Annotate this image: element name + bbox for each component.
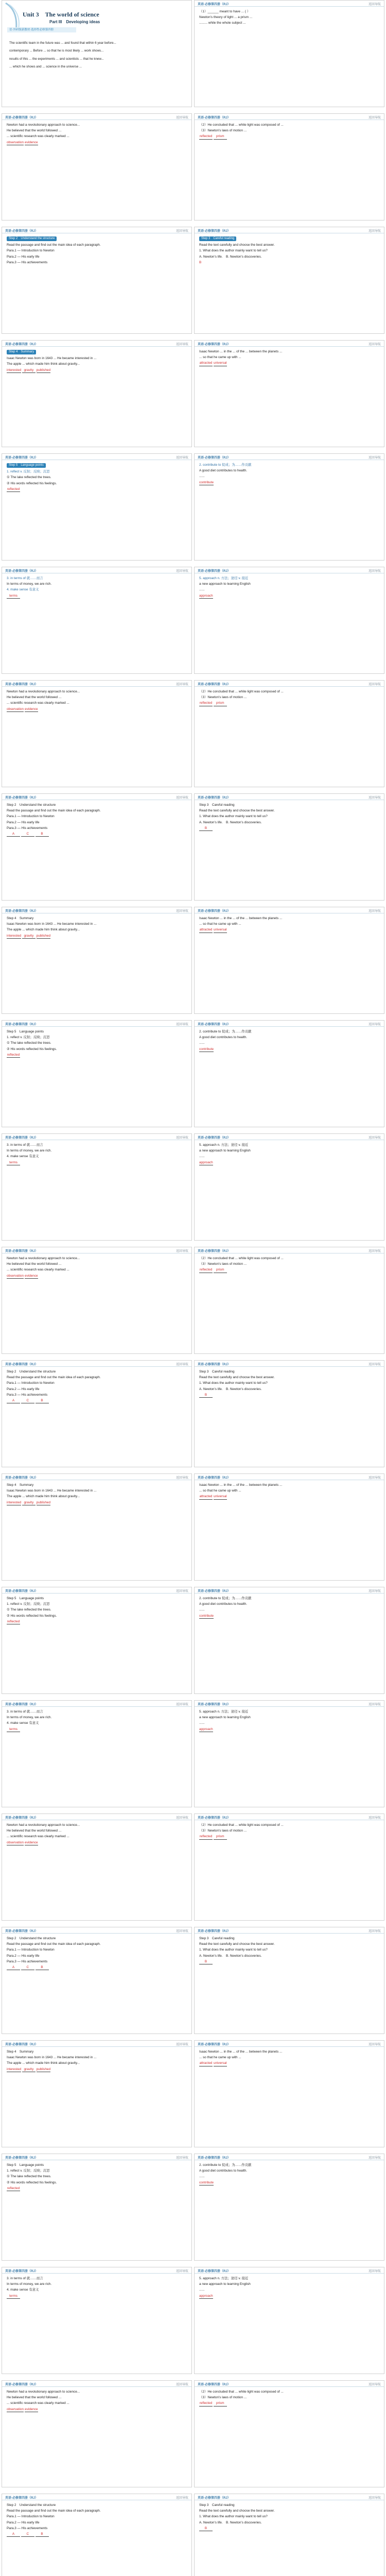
back-nav-link[interactable]: 返回导航: [368, 1930, 381, 1933]
slide: 英语·必修第四册（RJ） 返回导航 （2）He concluded that ... white light was composed of ... （3）Newton's laws of motion ... reflected prism: [194, 1814, 384, 1921]
slide-header: 英语·必修第四册（RJ） 返回导航: [2, 227, 191, 233]
back-nav-link[interactable]: 返回导航: [368, 2497, 381, 2500]
slide-header: 英语·必修第四册（RJ） 返回导航: [195, 907, 384, 913]
back-nav-link[interactable]: 返回导航: [368, 910, 381, 913]
slide: 英语·必修第四册（RJ） 返回导航 Isaac Newton ... in the ... of the ... between the planets ... ... so that he came up with ... attracted universal: [194, 907, 384, 1014]
slide: 英语·必修第四册（RJ） 返回导航 5. approach n. 方法；途径 v. 接近 a new approach to learning English ...... approach: [194, 567, 384, 674]
back-nav-link[interactable]: 返回导航: [368, 230, 381, 233]
slide-header: 英语·必修第四册（RJ） 返回导航: [2, 114, 191, 120]
slide-header: 英语·必修第四册（RJ） 返回导航: [2, 1701, 191, 1707]
slide-header: 英语·必修第四册（RJ） 返回导航: [195, 114, 384, 120]
slide-header: 英语·必修第四册（RJ） 返回导航: [2, 1247, 191, 1253]
slide: 英语·必修第四册（RJ） 返回导航 Step 5 Language points 1. reflect v. 反射；反映；沉思 ① The lake reflected the trees. ② His words reflected his feelings. reflected: [2, 1587, 192, 1694]
slide: 英语·必修第四册（RJ） 返回导航 Newton had a revolutionary approach to science... He believed that the world followed ... ... scientific research was clearly marked ... observation evidence: [2, 113, 192, 221]
slide-header: 英语·必修第四册（RJ） 返回导航: [195, 454, 384, 460]
back-nav-link[interactable]: 返回导航: [176, 1817, 188, 1820]
back-nav-link[interactable]: 返回导航: [368, 1137, 381, 1140]
slide: 英语·必修第四册（RJ） 返回导航 Isaac Newton ... in the ... of the ... between the planets ... ... so that he came up with ... attracted universal: [194, 340, 384, 447]
back-nav-link[interactable]: 返回导航: [368, 570, 381, 573]
slide-header: 英语·必修第四册（RJ） 返回导航: [2, 1814, 191, 1820]
slide-header: 英语·必修第四册（RJ） 返回导航: [2, 1587, 191, 1594]
slide: 英语·必修第四册（RJ） 返回导航 Step 3 Careful reading Read the text carefully and choose the best answer. 1. What does the author mainly want to tell us? A. Newton's life. B. Newton's discoveries. B: [194, 1927, 384, 2034]
slide-header: 英语·必修第四册（RJ） 返回导航: [2, 454, 191, 460]
back-nav-link[interactable]: 返回导航: [368, 2383, 381, 2386]
back-nav-link[interactable]: 返回导航: [176, 456, 188, 460]
slide-header: 英语·必修第四册（RJ） 返回导航: [195, 1021, 384, 1027]
slide-header: 英语·必修第四册（RJ） 返回导航: [195, 2041, 384, 2047]
back-nav-link[interactable]: 返回导航: [368, 1590, 381, 1593]
back-nav-link[interactable]: 返回导航: [176, 1250, 188, 1253]
back-nav-link[interactable]: 返回导航: [176, 116, 188, 120]
back-nav-link[interactable]: 返回导航: [368, 1363, 381, 1366]
slide-header: 英语·必修第四册（RJ） 返回导航: [2, 2494, 191, 2500]
slide-header: 英语·必修第四册（RJ） 返回导航: [195, 1701, 384, 1707]
slide: 英语·必修第四册（RJ） 返回导航 （2）He concluded that ... white light was composed of ... （3）Newton's laws of motion ... reflected prism: [194, 1247, 384, 1354]
slide-header: 英语·必修第四册（RJ） 返回导航: [195, 1474, 384, 1480]
slide: 英语·必修第四册（RJ） 返回导航 2. contribute to 促成；为……作贡献 A good diet contributes to health. ...... contribute: [194, 453, 384, 561]
back-nav-link[interactable]: 返回导航: [176, 343, 188, 346]
slide: 英语·必修第四册（RJ） 返回导航 Step 3 Careful reading Read the text carefully and choose the best answer. 1. What does the author mainly want to tell us? A. Newton's life. B. Newton's discoveries. B: [194, 1360, 384, 1467]
slide: 英语·必修第四册（RJ） 返回导航 Isaac Newton ... in the ... of the ... between the planets ... ... so that he came up with ... attracted universal: [194, 2040, 384, 2147]
back-nav-link[interactable]: 返回导航: [176, 570, 188, 573]
intro-text: The scientific team in the future was ... and found that within 6 year before... contemporary ... Before ... so that he is most likely ... work shows... results of this ... the experiments ... and scientists ... that he knew... ... which he shows and ... science in the universe ...: [9, 41, 116, 69]
back-nav-link[interactable]: 返回导航: [368, 796, 381, 800]
slide-header: 英语·必修第四册（RJ） 返回导航: [195, 567, 384, 573]
back-nav-link[interactable]: 返回导航: [368, 2157, 381, 2160]
slide-header: 英语·必修第四册（RJ） 返回导航: [195, 681, 384, 687]
slide-header: 英语·必修第四册（RJ） 返回导航: [195, 1247, 384, 1253]
slide: 英语·必修第四册（RJ） 返回导航 Step 3 Careful reading Read the text carefully and choose the best answer. 1. What does the author mainly want to tell us? A. Newton's life. B. Newton's discoveries. B: [194, 793, 384, 901]
slide: 英语·必修第四册（RJ） 返回导航 Step 2 Understand the structure Read the passage and find out the main idea of each paragraph. Para.1 — Introduction to Newton Para.2 — His early life Para.3 — His achievements A C B: [2, 2494, 192, 2576]
back-nav-link[interactable]: 返回导航: [368, 2270, 381, 2273]
slide-header: 英语·必修第四册（RJ） 返回导航: [2, 2381, 191, 2387]
back-nav-link[interactable]: 返回导航: [176, 683, 188, 686]
back-nav-link[interactable]: 返回导航: [176, 1590, 188, 1593]
slide: 英语·必修第四册（RJ） 返回导航 Isaac Newton ... in the ... of the ... between the planets ... ... so that he came up with ... attracted universal: [194, 1473, 384, 1581]
unit-title: Unit 3 The world of science: [23, 11, 99, 18]
back-nav-link[interactable]: 返回导航: [176, 2383, 188, 2386]
slide-header: 英语·必修第四册（RJ） 返回导航: [2, 1474, 191, 1480]
slide-header: 英语·必修第四册（RJ） 返回导航: [2, 907, 191, 913]
back-nav-link[interactable]: 返回导航: [176, 2043, 188, 2046]
slide: 英语·必修第四册（RJ） 返回导航 Step 3 Careful reading Read the text carefully and choose the best answer. 1. What does the author mainly want to tell us? A. Newton's life. B. Newton's discoveries. B: [194, 2494, 384, 2576]
slide: 英语·必修第四册（RJ） 返回导航 Step 5 Language points 1. reflect v. 反射；反映；沉思 ① The lake reflected the trees. ② His words reflected his feelings. reflected: [2, 453, 192, 561]
slide: 英语·必修第四册（RJ） 返回导航 Step 4 Summary Isaac Newton was born in 1643 ... He became interested in ... The apple ... which made him think about gravity... interested gravity published: [2, 340, 192, 447]
slide: 英语·必修第四册（RJ） 返回导航 5. approach n. 方法；途径 v. 接近 a new approach to learning English ...... approach: [194, 1700, 384, 1807]
back-nav-link[interactable]: 返回导航: [176, 1023, 188, 1026]
slide: 英语·必修第四册（RJ） 返回导航 3. in terms of 就……而言 In terms of money, we are rich. 4. make sense 有意义 terms: [2, 1133, 192, 1241]
back-nav-link[interactable]: 返回导航: [368, 116, 381, 120]
slide: 英语·必修第四册（RJ） 返回导航 3. in terms of 就……而言 In terms of money, we are rich. 4. make sense 有意义 terms: [2, 2267, 192, 2374]
slide: 英语·必修第四册（RJ） 返回导航 Newton had a revolutionary approach to science... He believed that the world followed ... ... scientific research was clearly marked ... observation evidence: [2, 1247, 192, 1354]
slide-header: 英语·必修第四册（RJ） 返回导航: [195, 2154, 384, 2160]
slide: 英语·必修第四册（RJ） 返回导航 Step 4 Summary Isaac Newton was born in 1643 ... He became interested in ... The apple ... which made him think about gravity... interested gravity published: [2, 1473, 192, 1581]
back-nav-link[interactable]: 返回导航: [368, 3, 381, 6]
slide-header: 英语·必修第四册（RJ） 返回导航: [195, 2494, 384, 2500]
slide-header: 英语·必修第四册（RJ） 返回导航: [2, 567, 191, 573]
back-nav-link[interactable]: 返回导航: [176, 1137, 188, 1140]
back-nav-link[interactable]: 返回导航: [176, 1363, 188, 1366]
course-bar: 语·外研版新教材·选择性必修第四册: [7, 27, 76, 32]
back-nav-link[interactable]: 返回导航: [176, 2497, 188, 2500]
slide: 英语·必修第四册（RJ） 返回导航 5. approach n. 方法；途径 v. 接近 a new approach to learning English ...... approach: [194, 1133, 384, 1241]
slide: 英语·必修第四册（RJ） 返回导航 Newton had a revolutionary approach to science... He believed that the world followed ... ... scientific research was clearly marked ... observation evidence: [2, 1814, 192, 1921]
back-nav-link[interactable]: 返回导航: [368, 1817, 381, 1820]
slide: 英语·必修第四册（RJ） 返回导航 2. contribute to 促成；为……作贡献 A good diet contributes to health. ...... contribute: [194, 1020, 384, 1127]
slide: 英语·必修第四册（RJ） 返回导航 Newton had a revolutionary approach to science... He believed that the world followed ... ... scientific research was clearly marked ... observation evidence: [2, 2380, 192, 2487]
slide-header: 英语·必修第四册（RJ） 返回导航: [195, 1587, 384, 1594]
back-nav-link[interactable]: 返回导航: [368, 1250, 381, 1253]
slide-header: 英语·必修第四册（RJ） 返回导航: [2, 341, 191, 347]
slide-header: 英语·必修第四册（RJ） 返回导航: [195, 2381, 384, 2387]
back-nav-link[interactable]: 返回导航: [176, 1477, 188, 1480]
back-nav-link[interactable]: 返回导航: [368, 456, 381, 460]
slide-header: 英语·必修第四册（RJ） 返回导航: [195, 1927, 384, 1934]
slide: 英语·必修第四册（RJ） 返回导航 3. in terms of 就……而言 In terms of money, we are rich. 4. make sense 有意义 terms: [2, 567, 192, 674]
slide: 英语·必修第四册（RJ） 返回导航 2. contribute to 促成；为……作贡献 A good diet contributes to health. ...... contribute: [194, 1587, 384, 1694]
slide: 英语·必修第四册（RJ） 返回导航 Step 2 Understand the structure Read the passage and find out the main idea of each paragraph. Para.1 — Introduction to Newton Para.2 — His early life Para.3 — His achievements A C B: [2, 1360, 192, 1467]
back-nav-link[interactable]: 返回导航: [176, 2270, 188, 2273]
back-nav-link[interactable]: 返回导航: [368, 2043, 381, 2046]
slide-header: 英语·必修第四册（RJ） 返回导航: [195, 1, 384, 7]
slide: 英语·必修第四册（RJ） 返回导航 （1）______ meant to have ... ( ） Newton's theory of light ... a prism ... ......... while the whole subject ...: [194, 0, 384, 107]
slide-header: 英语·必修第四册（RJ） 返回导航: [2, 1361, 191, 1367]
slide: 英语·必修第四册（RJ） 返回导航 Step 4 Summary Isaac Newton was born in 1643 ... He became interested in ... The apple ... which made him think about gravity... interested gravity published: [2, 2040, 192, 2147]
slide: 英语·必修第四册（RJ） 返回导航 （2）He concluded that ... white light was composed of ... （3）Newton's laws of motion ... reflected prism: [194, 113, 384, 221]
slide: 英语·必修第四册（RJ） 返回导航 Step 5 Language points 1. reflect v. 反射；反映；沉思 ① The lake reflected the trees. ② His words reflected his feelings. reflected: [2, 1020, 192, 1127]
back-nav-link[interactable]: 返回导航: [176, 1703, 188, 1706]
back-nav-link[interactable]: 返回导航: [176, 910, 188, 913]
slide-header: 英语·必修第四册（RJ） 返回导航: [195, 227, 384, 233]
slide-header: 英语·必修第四册（RJ） 返回导航: [195, 1814, 384, 1820]
slide-header: 英语·必修第四册（RJ） 返回导航: [195, 341, 384, 347]
slide-header: 英语·必修第四册（RJ） 返回导航: [2, 1021, 191, 1027]
slide-header: 英语·必修第四册（RJ） 返回导航: [2, 1927, 191, 1934]
back-nav-link[interactable]: 返回导航: [176, 230, 188, 233]
slide: 英语·必修第四册（RJ） 返回导航 Step 2 Understand the structure Read the passage and find out the main idea of each paragraph. Para.1 — Introduction to Newton Para.2 — His early life Para.3 — His achievements A C B: [2, 793, 192, 901]
slide: 英语·必修第四册（RJ） 返回导航 Step 3 Careful reading Read the text carefully and choose the best answer. 1. What does the author mainly want to tell us? A. Newton's life. B. Newton's discoveries. B: [194, 227, 384, 334]
slide: 英语·必修第四册（RJ） 返回导航 Step 5 Language points 1. reflect v. 反射；反映；沉思 ① The lake reflected the trees. ② His words reflected his feelings. reflected: [2, 2154, 192, 2261]
slide-header: 英语·必修第四册（RJ） 返回导航: [2, 1134, 191, 1140]
slide-header: 英语·必修第四册（RJ） 返回导航: [2, 681, 191, 687]
back-nav-link[interactable]: 返回导航: [368, 683, 381, 686]
slide: 英语·必修第四册（RJ） 返回导航 5. approach n. 方法；途径 v. 接近 a new approach to learning English ...... approach: [194, 2267, 384, 2374]
slide: 英语·必修第四册（RJ） 返回导航 （2）He concluded that ... white light was composed of ... （3）Newton's laws of motion ... reflected prism: [194, 680, 384, 787]
slide-header: 英语·必修第四册（RJ） 返回导航: [2, 2041, 191, 2047]
back-nav-link[interactable]: 返回导航: [176, 796, 188, 800]
back-nav-link[interactable]: 返回导航: [176, 2157, 188, 2160]
back-nav-link[interactable]: 返回导航: [368, 1703, 381, 1706]
slide-header: 英语·必修第四册（RJ） 返回导航: [2, 2154, 191, 2160]
slide-header: 英语·必修第四册（RJ） 返回导航: [195, 1134, 384, 1140]
part-title: Part III Developing ideas: [49, 20, 100, 24]
slide: 英语·必修第四册（RJ） 返回导航 Newton had a revolutionary approach to science... He believed that the world followed ... ... scientific research was clearly marked ... observation evidence: [2, 680, 192, 787]
back-nav-link[interactable]: 返回导航: [176, 1930, 188, 1933]
back-nav-link[interactable]: 返回导航: [368, 1023, 381, 1026]
back-nav-link[interactable]: 返回导航: [368, 1477, 381, 1480]
slide-header: 英语·必修第四册（RJ） 返回导航: [2, 794, 191, 800]
slide: 英语·必修第四册（RJ） 返回导航 Step 2 Understand the structure Read the passage and find out the main idea of each paragraph. Para.1 — Introduction to Newton Para.2 — His early life Para.3 — His achievements: [2, 227, 192, 334]
slide-header: 英语·必修第四册（RJ） 返回导航: [195, 2267, 384, 2274]
slide-header: 英语·必修第四册（RJ） 返回导航: [195, 1361, 384, 1367]
slide: 英语·必修第四册（RJ） 返回导航 Step 4 Summary Isaac Newton was born in 1643 ... He became interested in ... The apple ... which made him think about gravity... interested gravity published: [2, 907, 192, 1014]
slide: 英语·必修第四册（RJ） 返回导航 （2）He concluded that ... white light was composed of ... （3）Newton's laws of motion ... reflected prism: [194, 2380, 384, 2487]
slide-header: 英语·必修第四册（RJ） 返回导航: [2, 2267, 191, 2274]
back-nav-link[interactable]: 返回导航: [368, 343, 381, 346]
title-slide: [2, 0, 192, 107]
slide-header: 英语·必修第四册（RJ） 返回导航: [195, 794, 384, 800]
slide: 英语·必修第四册（RJ） 返回导航 3. in terms of 就……而言 In terms of money, we are rich. 4. make sense 有意义 terms: [2, 1700, 192, 1807]
slide: 英语·必修第四册（RJ） 返回导航 Step 2 Understand the structure Read the passage and find out the main idea of each paragraph. Para.1 — Introduction to Newton Para.2 — His early life Para.3 — His achievements A C B: [2, 1927, 192, 2034]
slide: 英语·必修第四册（RJ） 返回导航 2. contribute to 促成；为……作贡献 A good diet contributes to health. ...... contribute: [194, 2154, 384, 2261]
